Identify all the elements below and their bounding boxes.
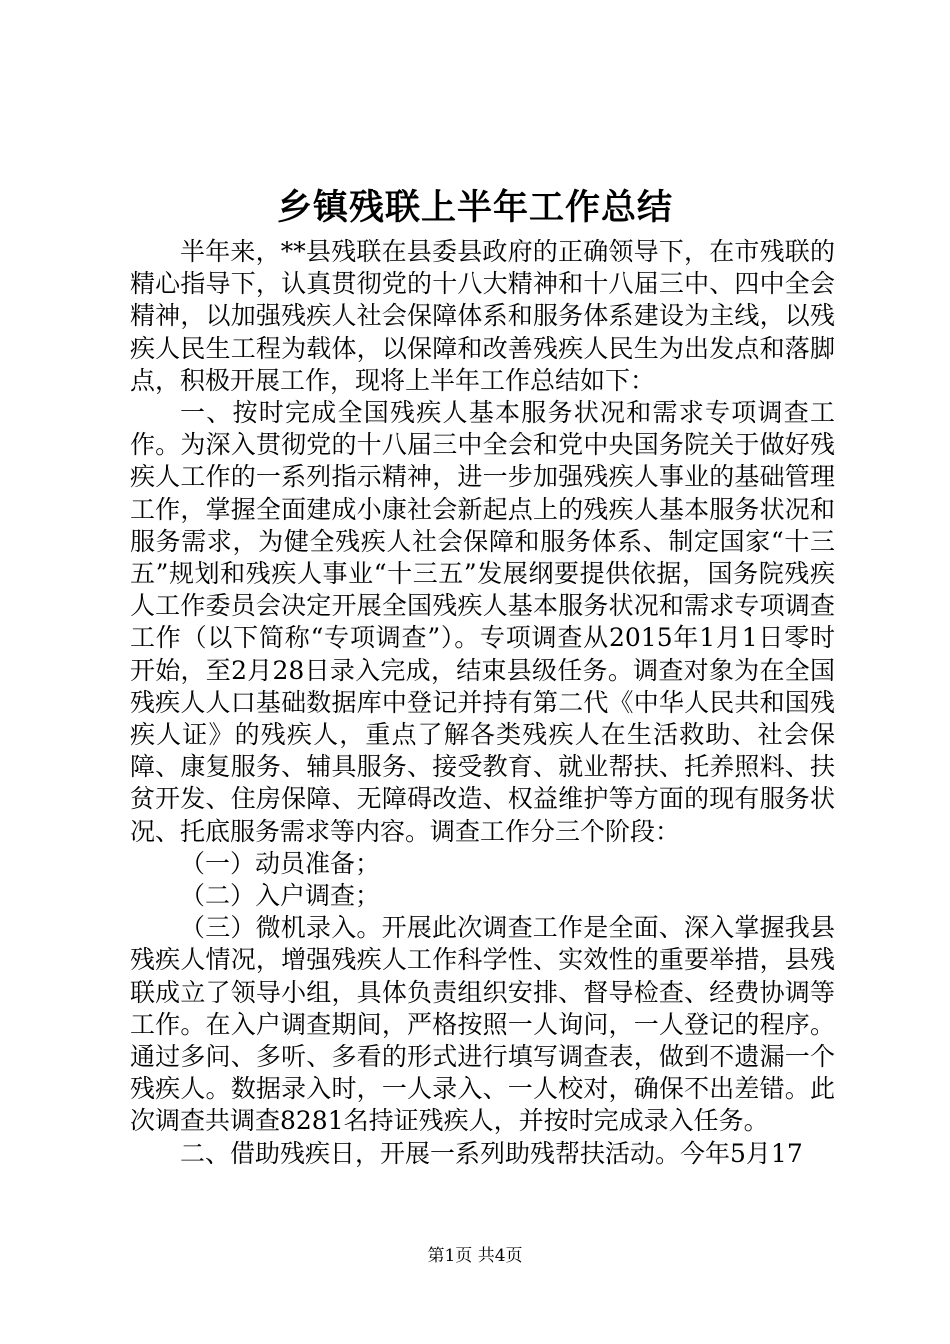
document-title: 乡镇残联上半年工作总结 — [276, 187, 673, 228]
paragraph-section-1: 一、按时完成全国残疾人基本服务状况和需求专项调查工作。为深入贯彻党的十八届三中全会和党中央国务院关于做好残疾人工作的一系列指示精神，进一步加强残疾人事业的基础管理工作，掌握全面建成小康社会新起点上的残疾人基本服务状况和服务需求，为健全残疾人社会保障和服务体系、制定国家“十三五”规划和残疾人事业“十三五”发展纲要提供依据，国务院残疾人工作委员会决定开展全国残疾人基本服务状况和需求专项调查工作（以下简称“专项调查”）。专项调查从2015年1月1日零时开始，至2月28日录入完成，结束县级任务。调查对象为在全国残疾人人口基础数据库中登记并持有第二代《中华人民共和国残疾人证》的残疾人，重点了解各类残疾人在生活救助、社会保障、康复服务、辅具服务、接受教育、就业帮扶、托养照料、扶贫开发、住房保障、无障碍改造、权益维护等方面的现有服务状况、托底服务需求等内容。调查工作分三个阶段： — [130, 398, 835, 846]
paragraph-stage-2: （二）入户调查； — [180, 881, 381, 911]
page-footer: 第1页 共4页 — [427, 1246, 523, 1266]
paragraph-stage-1: （一）动员准备； — [180, 848, 381, 878]
document-body — [130, 236, 835, 1170]
paragraph-section-2: 二、借助残疾日，开展一系列助残帮扶活动。今年5月17 — [180, 1138, 803, 1168]
paragraph-stage-3: （三）微机录入。开展此次调查工作是全面、深入掌握我县残疾人情况，增强残疾人工作科学性、实效性的重要举措，县残联成立了领导小组，具体负责组织安排、督导检查、经费协调等工作。在入户调查期间，严格按照一人询问，一人登记的程序。通过多问、多听、多看的形式进行填写调查表，做到不遗漏一个残疾人。数据录入时，一人录入、一人校对，确保不出差错。此次调查共调查8281名持证残疾人，并按时完成录入任务。 — [130, 913, 835, 1136]
paragraph-intro: 半年来，**县残联在县委县政府的正确领导下，在市残联的精心指导下，认真贯彻党的十八大精神和十八届三中、四中全会精神，以加强残疾人社会保障体系和服务体系建设为主线，以残疾人民生工程为载体，以保障和改善残疾人民生为出发点和落脚点，积极开展工作，现将上半年工作总结如下： — [130, 237, 835, 395]
